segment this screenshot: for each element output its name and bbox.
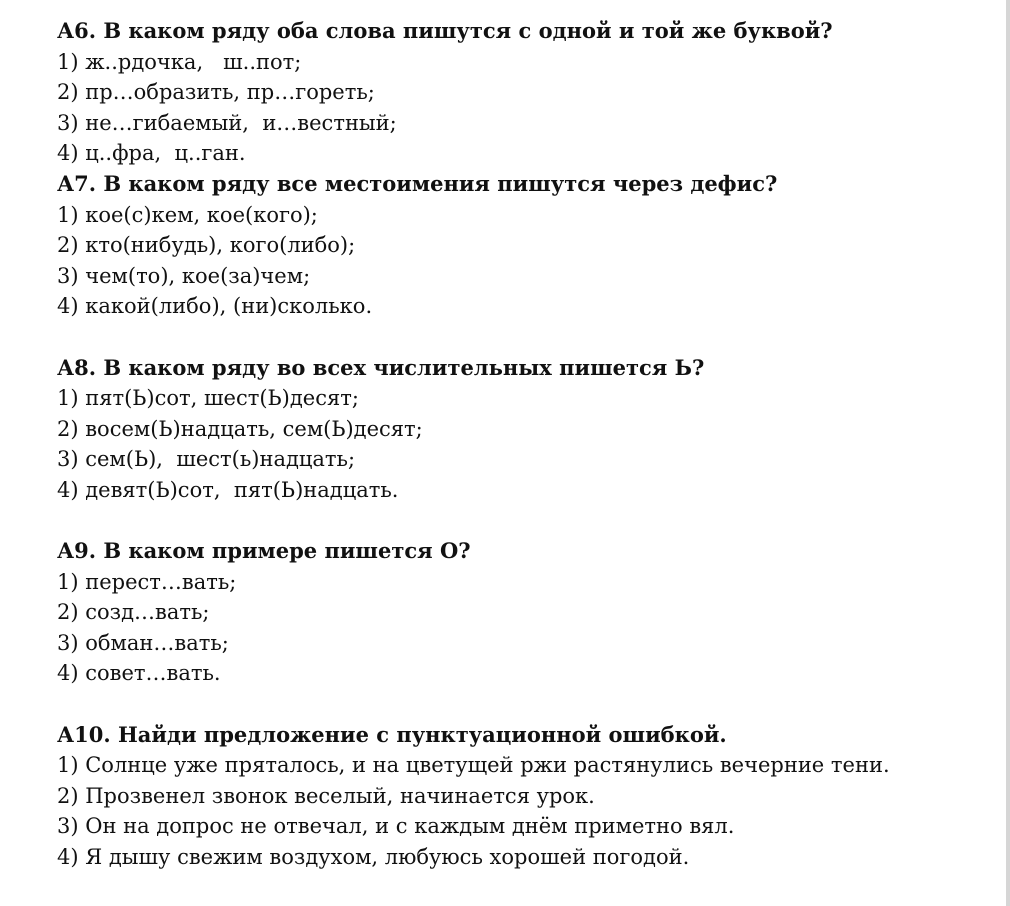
spacer xyxy=(57,689,997,720)
answer-option: 2) пр…образить, пр…гореть; xyxy=(57,80,375,105)
question-title: А9. В каком примере пишется О? xyxy=(57,538,471,564)
question-a10 xyxy=(57,720,997,873)
answer-option: 1) перест…вать; xyxy=(57,569,237,594)
question-title: А7. В каком ряду все местоимения пишутся через дефис? xyxy=(57,170,778,196)
answer-option: 1) ж..рдочка, ш..пот; xyxy=(57,49,302,74)
answer-option: 4) Я дышу свежим воздухом, любуюсь хорошей погодой. xyxy=(57,845,690,870)
question-title: А8. В каком ряду во всех числительных пишется Ь? xyxy=(57,354,705,380)
answer-option: 1) кое(с)кем, кое(кого); xyxy=(57,202,318,227)
answer-option: 4) девят(Ь)сот, пят(Ь)надцать. xyxy=(57,477,399,502)
question-title: А6. В каком ряду оба слова пишутся с одной и той же буквой? xyxy=(57,18,833,43)
question-a6 xyxy=(57,16,997,169)
answer-option: 3) не…гибаемый, и…вестный; xyxy=(57,110,397,135)
answer-option: 3) обман…вать; xyxy=(57,630,229,655)
answer-option: 2) восем(Ь)надцать, сем(Ь)десят; xyxy=(57,416,423,441)
question-a8 xyxy=(57,353,997,506)
answer-option: 3) сем(Ь), шест(ь)надцать; xyxy=(57,447,356,472)
question-a9 xyxy=(57,536,997,689)
answer-option: 1) Солнце уже пряталось, и на цветущей ржи растянулись вечерние тени. xyxy=(57,753,890,778)
answer-option: 3) Он на допрос не отвечал, и с каждым днём приметно вял. xyxy=(57,814,735,839)
question-title: А10. Найди предложение с пунктуационной ошибкой. xyxy=(57,721,727,747)
answer-option: 2) Прозвенел звонок веселый, начинается урок. xyxy=(57,783,595,808)
answer-option: 4) совет…вать. xyxy=(57,661,221,686)
answer-option: 4) ц..фра, ц..ган. xyxy=(57,141,246,166)
worksheet-page xyxy=(57,16,997,873)
spacer xyxy=(57,506,997,537)
spacer xyxy=(57,322,997,353)
question-a7 xyxy=(57,169,997,322)
answer-option: 2) кто(нибудь), кого(либо); xyxy=(57,233,356,258)
answer-option: 2) созд…вать; xyxy=(57,600,210,625)
answer-option: 1) пят(Ь)сот, шест(Ь)десят; xyxy=(57,386,359,411)
page-edge-divider xyxy=(1006,0,1010,906)
answer-option: 4) какой(либо), (ни)сколько. xyxy=(57,294,373,319)
answer-option: 3) чем(то), кое(за)чем; xyxy=(57,263,311,288)
